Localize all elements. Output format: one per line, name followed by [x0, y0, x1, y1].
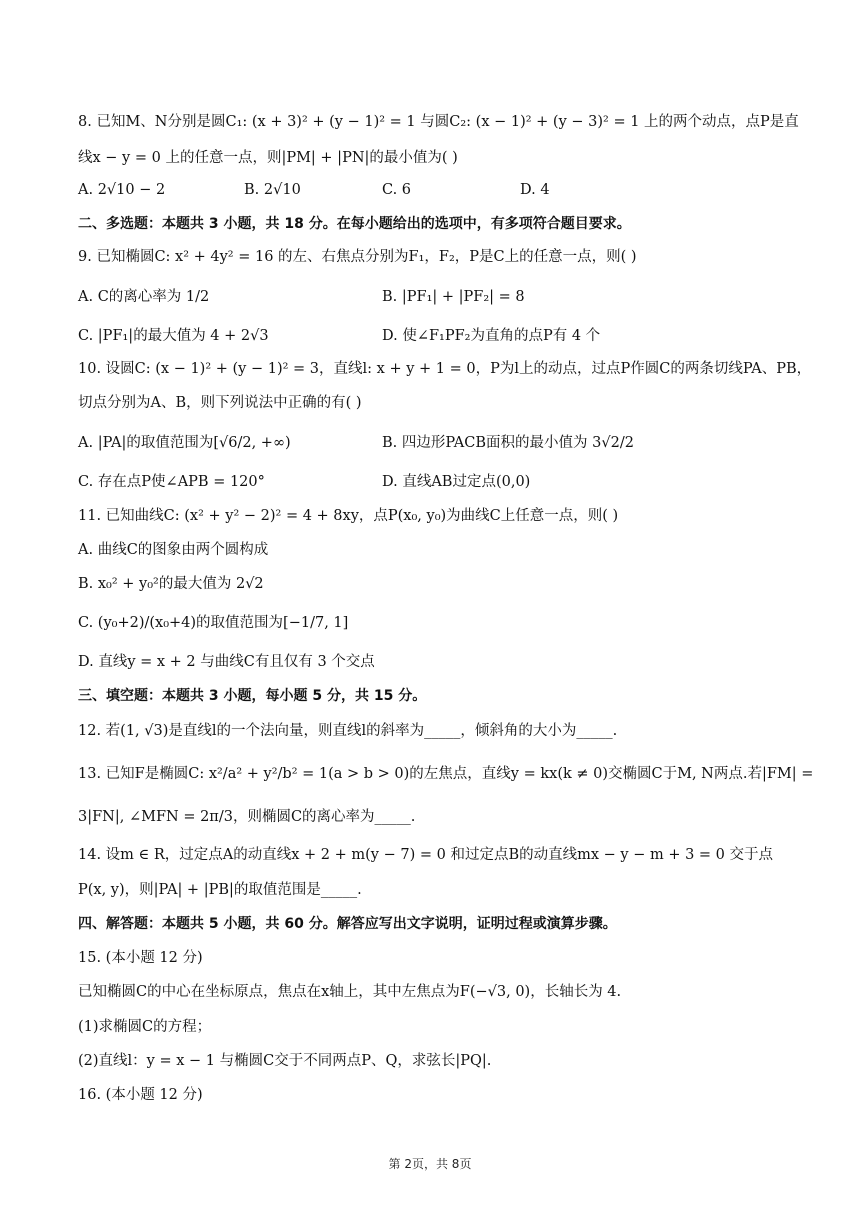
q10-option-b: B. 四边形PACB面积的最小值为 3√2/2	[382, 435, 634, 451]
q9-option-b: B. |PF₁| + |PF₂| = 8	[382, 289, 525, 305]
q14-line1: 14. 设m ∈ R，过定点A的动直线x + 2 + m(y − 7) = 0 和过定点B的动直线mx − y − m + 3 = 0 交于点	[78, 847, 773, 863]
q13-line2: 3|FN|, ∠MFN = 2π/3，则椭圆C的离心率为_____.	[78, 809, 416, 825]
q8-option-a: A. 2√10 − 2	[78, 182, 166, 198]
q8-line1: 8. 已知M、N分别是圆C₁: (x + 3)² + (y − 1)² = 1 与圆C₂: (x − 1)² + (y − 3)² = 1 上的两个动点，点P是直	[78, 114, 799, 130]
q15-stem: 已知椭圆C的中心在坐标原点，焦点在x轴上，其中左焦点为F(−√3, 0)，长轴长为 4.	[78, 984, 622, 1000]
q11-option-a: A. 曲线C的图象由两个圆构成	[78, 542, 269, 558]
q10-line2: 切点分别为A、B，则下列说法中正确的有( )	[78, 395, 362, 411]
q9-stem: 9. 已知椭圆C: x² + 4y² = 16 的左、右焦点分别为F₁，F₂，P是C上的任意一点，则( )	[78, 249, 637, 265]
section-2-heading: 二、多选题：本题共 3 小题，共 18 分。在每小题给出的选项中，有多项符合题目要求。	[78, 216, 631, 232]
q10-option-c: C. 存在点P使∠APB = 120°	[78, 474, 265, 490]
q11-option-c: C. (y₀+2)/(x₀+4)的取值范围为[−1/7, 1]	[78, 615, 349, 631]
q14-line2: P(x, y)，则|PA| + |PB|的取值范围是_____.	[78, 882, 362, 898]
q10-line1: 10. 设圆C: (x − 1)² + (y − 1)² = 3，直线l: x + y + 1 = 0，P为l上的动点，过点P作圆C的两条切线PA、PB，	[78, 361, 812, 377]
page-footer: 第 2页，共 8页	[388, 1157, 472, 1171]
q15-part1: (1)求椭圆C的方程；	[78, 1019, 212, 1035]
section-4-heading: 四、解答题：本题共 5 小题，共 60 分。解答应写出文字说明，证明过程或演算步骤。	[78, 916, 617, 932]
q10-option-d: D. 直线AB过定点(0,0)	[382, 474, 531, 490]
q11-option-b: B. x₀² + y₀²的最大值为 2√2	[78, 576, 264, 592]
q13-line1: 13. 已知F是椭圆C: x²/a² + y²/b² = 1(a > b > 0)的左焦点，直线y = kx(k ≠ 0)交椭圆C于M, N两点.若|FM| =	[78, 766, 814, 782]
q8-option-b: B. 2√10	[244, 182, 301, 198]
q9-option-a: A. C的离心率为 1/2	[78, 289, 210, 305]
q15-part2: (2)直线l：y = x − 1 与椭圆C交于不同两点P、Q，求弦长|PQ|.	[78, 1053, 492, 1069]
q10-option-a: A. |PA|的取值范围为[√6/2, +∞)	[78, 435, 291, 451]
q9-option-c: C. |PF₁|的最大值为 4 + 2√3	[78, 328, 269, 344]
q11-stem: 11. 已知曲线C: (x² + y² − 2)² = 4 + 8xy，点P(x₀, y₀)为曲线C上任意一点，则( )	[78, 508, 619, 524]
q8-option-c: C. 6	[382, 182, 412, 198]
section-3-heading: 三、填空题：本题共 3 小题，每小题 5 分，共 15 分。	[78, 688, 427, 704]
q11-option-d: D. 直线y = x + 2 与曲线C有且仅有 3 个交点	[78, 654, 375, 670]
q8-option-d: D. 4	[520, 182, 550, 198]
q12-text: 12. 若(1, √3)是直线l的一个法向量，则直线l的斜率为_____，倾斜角的大小为_____.	[78, 723, 618, 739]
q15-heading: 15. (本小题 12 分)	[78, 950, 203, 966]
q9-option-d: D. 使∠F₁PF₂为直角的点P有 4 个	[382, 328, 601, 344]
q8-line2: 线x − y = 0 上的任意一点，则|PM| + |PN|的最小值为( )	[78, 150, 458, 166]
q16-heading: 16. (本小题 12 分)	[78, 1087, 203, 1103]
